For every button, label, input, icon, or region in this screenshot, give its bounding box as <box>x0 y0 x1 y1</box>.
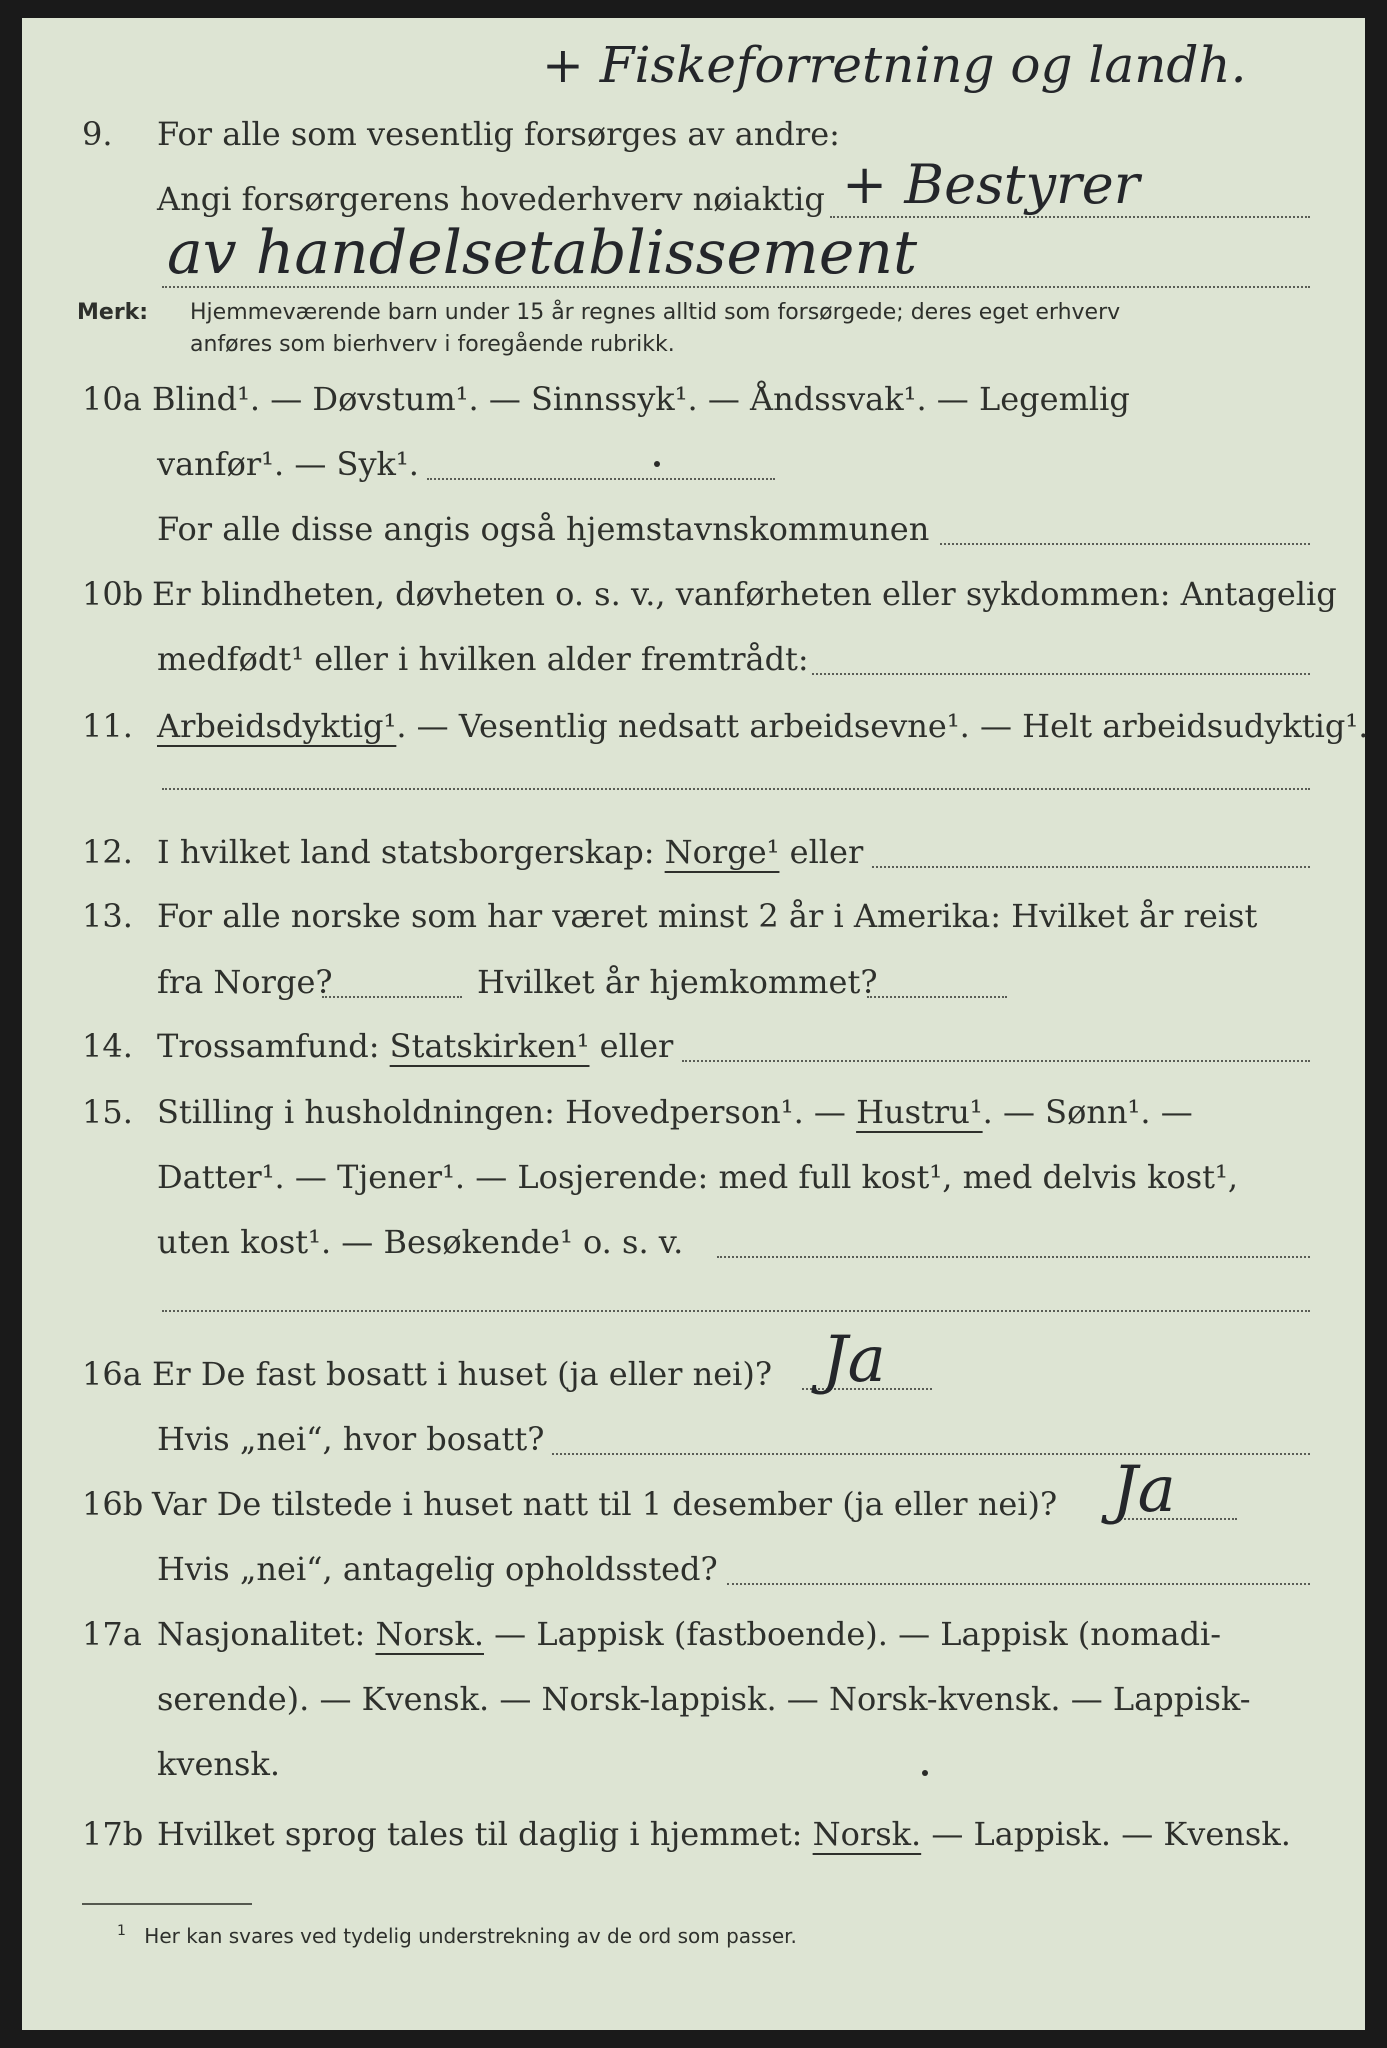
q14-option-statskirken: Statskirken¹ <box>389 1027 590 1065</box>
q17a-number: 17a <box>82 1615 142 1653</box>
ink-dot <box>922 1770 928 1776</box>
q16a-line2: Hvis „nei“, hvor bosatt? <box>157 1420 545 1458</box>
q15-line2: Datter¹. — Tjener¹. — Losjerende: med full kost¹, med delvis kost¹, <box>157 1158 1239 1196</box>
q14-answer-line <box>682 1060 1310 1062</box>
census-form-page <box>22 18 1369 2030</box>
merk-line2: anføres som bierhverv i foregående rubrikk. <box>190 332 675 357</box>
q17a-line2: serende). — Kvensk. — Norsk-lappisk. — Norsk-kvensk. — Lappisk- <box>157 1680 1251 1718</box>
q11-number: 11. <box>82 707 133 745</box>
q16a-residence-line <box>552 1453 1310 1455</box>
q17b-pre: Hvilket sprog tales til daglig i hjemmet: <box>157 1815 803 1853</box>
q13-line2a: fra Norge? <box>157 963 333 1001</box>
handwritten-occupation-top: + Fiskeforretning og landh. <box>542 36 1247 94</box>
q11-rest: . — Vesentlig nedsatt arbeidsevne¹. — Helt arbeidsudyktig¹. <box>396 707 1369 745</box>
q12-number: 12. <box>82 833 133 871</box>
q12-answer-line <box>872 866 1310 868</box>
handwritten-q16b-answer: Ja <box>1112 1453 1176 1527</box>
q10a-answer-line <box>427 478 775 480</box>
footnote-mark: 1 <box>117 1923 126 1939</box>
q12-post: eller <box>789 833 864 871</box>
q13-line2b: Hvilket år hjemkommet? <box>477 963 878 1001</box>
q9-line1: For alle som vesentlig forsørges av andre: <box>157 115 840 153</box>
footnote-rule <box>82 1903 252 1905</box>
merk-label: Merk: <box>77 300 149 325</box>
q14-post: eller <box>599 1027 674 1065</box>
handwritten-q9-answer: + Bestyrer <box>842 153 1140 216</box>
q16a-number: 16a <box>82 1355 142 1393</box>
q17a-line1b: — Lappisk (fastboende). — Lappisk (nomadi- <box>494 1615 1222 1653</box>
footnote <box>117 1923 797 1948</box>
q15-answer-line2 <box>162 1310 1310 1312</box>
q16b-line1: Var De tilstede i huset natt til 1 desember (ja eller nei)? <box>152 1485 1058 1523</box>
q17a-line3: kvensk. <box>157 1745 280 1783</box>
q15-line1b: . — Sønn¹. — <box>982 1093 1193 1131</box>
q15-line1a: Stilling i husholdningen: Hovedperson¹. — <box>157 1093 846 1131</box>
q10b-answer-line <box>812 673 1310 675</box>
q17a-option-norsk: Norsk. <box>375 1615 484 1653</box>
q14-number: 14. <box>82 1027 133 1065</box>
q10b-number: 10b <box>82 575 144 613</box>
q15-line3: uten kost¹. — Besøkende¹ o. s. v. <box>157 1223 684 1261</box>
q9-answer-line2 <box>162 286 1310 288</box>
q9-number: 9. <box>82 115 113 153</box>
q10b-line1: Er blindheten, døvheten o. s. v., vanførheten eller sykdommen: Antagelig <box>152 575 1337 613</box>
q12-option-norge: Norge¹ <box>664 833 780 871</box>
q16b-place-line <box>727 1583 1310 1585</box>
footnote-text: Her kan svares ved tydelig understrekning av de ord som passer. <box>144 1923 797 1948</box>
q10a-number: 10a <box>82 380 142 418</box>
q11-answer-line <box>162 788 1310 790</box>
q11-option-arbeidsdyktig: Arbeidsdyktig¹ <box>157 707 397 745</box>
q17b-post: — Lappisk. — Kvensk. <box>931 1815 1291 1853</box>
handwritten-q16a-answer: Ja <box>822 1323 886 1397</box>
q12-pre: I hvilket land statsborgerskap: <box>157 833 655 871</box>
q16a-line1: Er De fast bosatt i huset (ja eller nei)? <box>152 1355 773 1393</box>
q10a-line2: vanfør¹. — Syk¹. <box>157 445 419 483</box>
q15-number: 15. <box>82 1093 133 1131</box>
handwritten-q9-answer-line2: av handelsetablissement <box>167 218 918 288</box>
q10a-hometown-line <box>940 543 1310 545</box>
ink-dot <box>654 461 660 467</box>
q13-year-back-line <box>867 996 1007 998</box>
q10a-line1: Blind¹. — Døvstum¹. — Sinnssyk¹. — Åndssvak¹. — Legemlig <box>152 380 1130 418</box>
q15-answer-line <box>717 1256 1310 1258</box>
q17a-pre: Nasjonalitet: <box>157 1615 366 1653</box>
q14-pre: Trossamfund: <box>157 1027 380 1065</box>
merk-line1: Hjemmeværende barn under 15 år regnes alltid som forsørgede; deres eget erhverv <box>190 300 1121 325</box>
q17b-option-norsk: Norsk. <box>812 1815 922 1853</box>
q16b-number: 16b <box>82 1485 144 1523</box>
q10a-line3: For alle disse angis også hjemstavnskommunen <box>157 510 930 548</box>
q15-option-hustru: Hustru¹ <box>856 1093 983 1131</box>
q9-line2: Angi forsørgerens hovederhverv nøiaktig <box>157 180 825 218</box>
q13-line1: For alle norske som har været minst 2 år i Amerika: Hvilket år reist <box>157 897 1258 935</box>
q17b-number: 17b <box>82 1815 144 1853</box>
q16b-line2: Hvis „nei“, antagelig opholdssted? <box>157 1550 718 1588</box>
q13-year-left-line <box>322 996 462 998</box>
q10b-line2: medfødt¹ eller i hvilken alder fremtrådt: <box>157 640 809 678</box>
q13-number: 13. <box>82 897 133 935</box>
